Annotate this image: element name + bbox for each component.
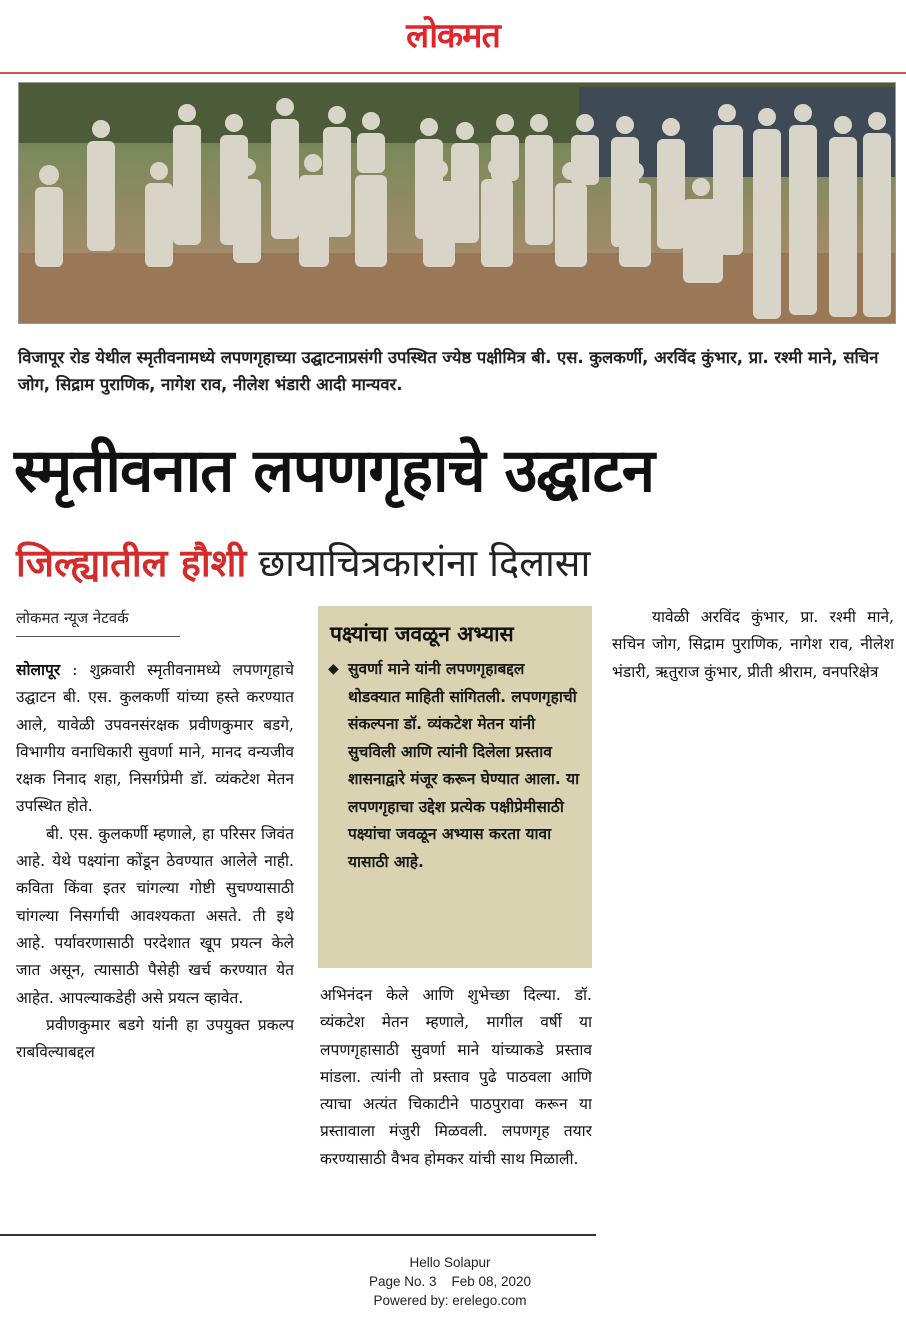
sidebar-box [318,606,592,968]
group-photo-illustration [19,83,895,323]
sidebar-box-text: सुवर्णा माने यांनी लपणगृहाबद्दल थोडक्यात माहिती सांगितली. लपणगृहाची संकल्पना डॉ. व्यंकटेश मेतन यांनी सुचविली आणि त्यांनी दिलेला प्रस्ताव शासनाद्वारे मंजूर करून घेण्यात आला. या लपणगृहाचा उद्देश प्रत्येक पक्षीप्रेमीसाठी पक्ष्यांचा जवळून अभ्यास करता यावा यासाठी आहे. [348,660,580,871]
photo-caption: विजापूर रोड येथील स्मृतीवनामध्ये लपणगृहाच्या उद्घाटनाप्रसंगी उपस्थित ज्येष्ठ पक्षीमित्र बी. एस. कुलकर्णी, अरविंद कुंभार, प्रा. रश्मी माने, सचिन जोग, सिद्राम पुराणिक, नागेश राव, नीलेश भंडारी आदी मान्यवर. [18,348,879,394]
masthead-rule [0,72,906,74]
masthead [0,0,906,72]
column-2-text: अभिनंदन केले आणि शुभेच्छा दिल्या. डॉ. व्यंकटेश मेतन म्हणाले, मागील वर्षी या लपणगृहासाठी सुवर्णा माने यांच्याकडे प्रस्ताव मांडला. त्यांनी तो प्रस्ताव पुढे पाठवला आणि त्याचा अत्यंत चिकाटीने पाठपुरावा करून या प्रस्तावाला मंजुरी मिळवली. लपणगृह तयार करण्यासाठी वैभव होमकर यांची साथ मिळाली. [320,986,592,1168]
diamond-bullet-icon: ◆ [328,661,339,677]
article-column-1 [16,656,294,1230]
footer-powered-by: Powered by: erelego.com [373,1293,527,1308]
sidebar-box-body [328,656,580,876]
column-3-text: यावेळी अरविंद कुंभार, प्रा. रश्मी माने, सचिन जोग, सिद्राम पुराणिक, नागेश राव, नीलेश भंडारी, ऋतुराज कुंभार, प्रीती श्रीराम, वनपरिक्षेत्र [612,608,894,681]
subheadline-rest: छायाचित्रकारांना दिलासा [246,541,591,585]
article-column-2 [320,982,592,1232]
headline: स्मृतीवनात लपणगृहाचे उद्घाटन [14,436,655,506]
dateline-place: सोलापूर [16,660,61,679]
subheadline-highlight: जिल्ह्यातील हौशी [16,541,247,585]
news-photo [18,82,896,324]
paragraph-3: प्रवीणकुमार बडगे यांनी हा उपयुक्त प्रकल्प राबविल्याबद्दल [16,1015,294,1062]
byline: लोकमत न्यूज नेटवर्क [16,604,180,637]
paragraph-1-text: : शुक्रवारी स्मृतीवनामध्ये लपणगृहाचे उद्घाटन बी. एस. कुलकर्णी यांच्या हस्ते करण्यात आले, यावेळी उपवनसंरक्षक प्रवीणकुमार बडगे, विभागीय वनाधिकारी सुवर्णा माने, मानद वन्यजीव रक्षक निनाद शहा, निसर्गप्रेमी डॉ. व्यंकटेश मेतन उपस्थित होते. [16,661,294,816]
sidebar-box-title: पक्ष्यांचा जवळून अभ्यास [330,622,514,646]
subheadline [16,532,896,594]
footer-source: Hello Solapur [409,1255,491,1270]
paragraph-1 [16,656,294,821]
lokmat-logo: लोकमत [406,16,500,56]
article-column-3 [612,604,894,720]
paragraph-2: बी. एस. कुलकर्णी म्हणाले, हा परिसर जिवंत आहे. येथे पक्ष्यांना कोंडून ठेवण्यात आलेले नाही. कविता किंवा इतर चांगल्या गोष्टी सुचण्यासाठी चांगल्या निसर्गाची आवश्यकता असते. ती इथे आहे. पर्यावरणासाठी परदेशात खूप प्रयत्न केले जात असून, त्यासाठी पैसेही खर्च करण्यात येत आहेत. आपल्याकडेही असे प्रयत्न व्हावेत. [16,824,294,1007]
footer-page-date: Page No. 3 Feb 08, 2020 [368,1274,532,1289]
footer [300,1253,600,1310]
bottom-rule [0,1234,596,1236]
